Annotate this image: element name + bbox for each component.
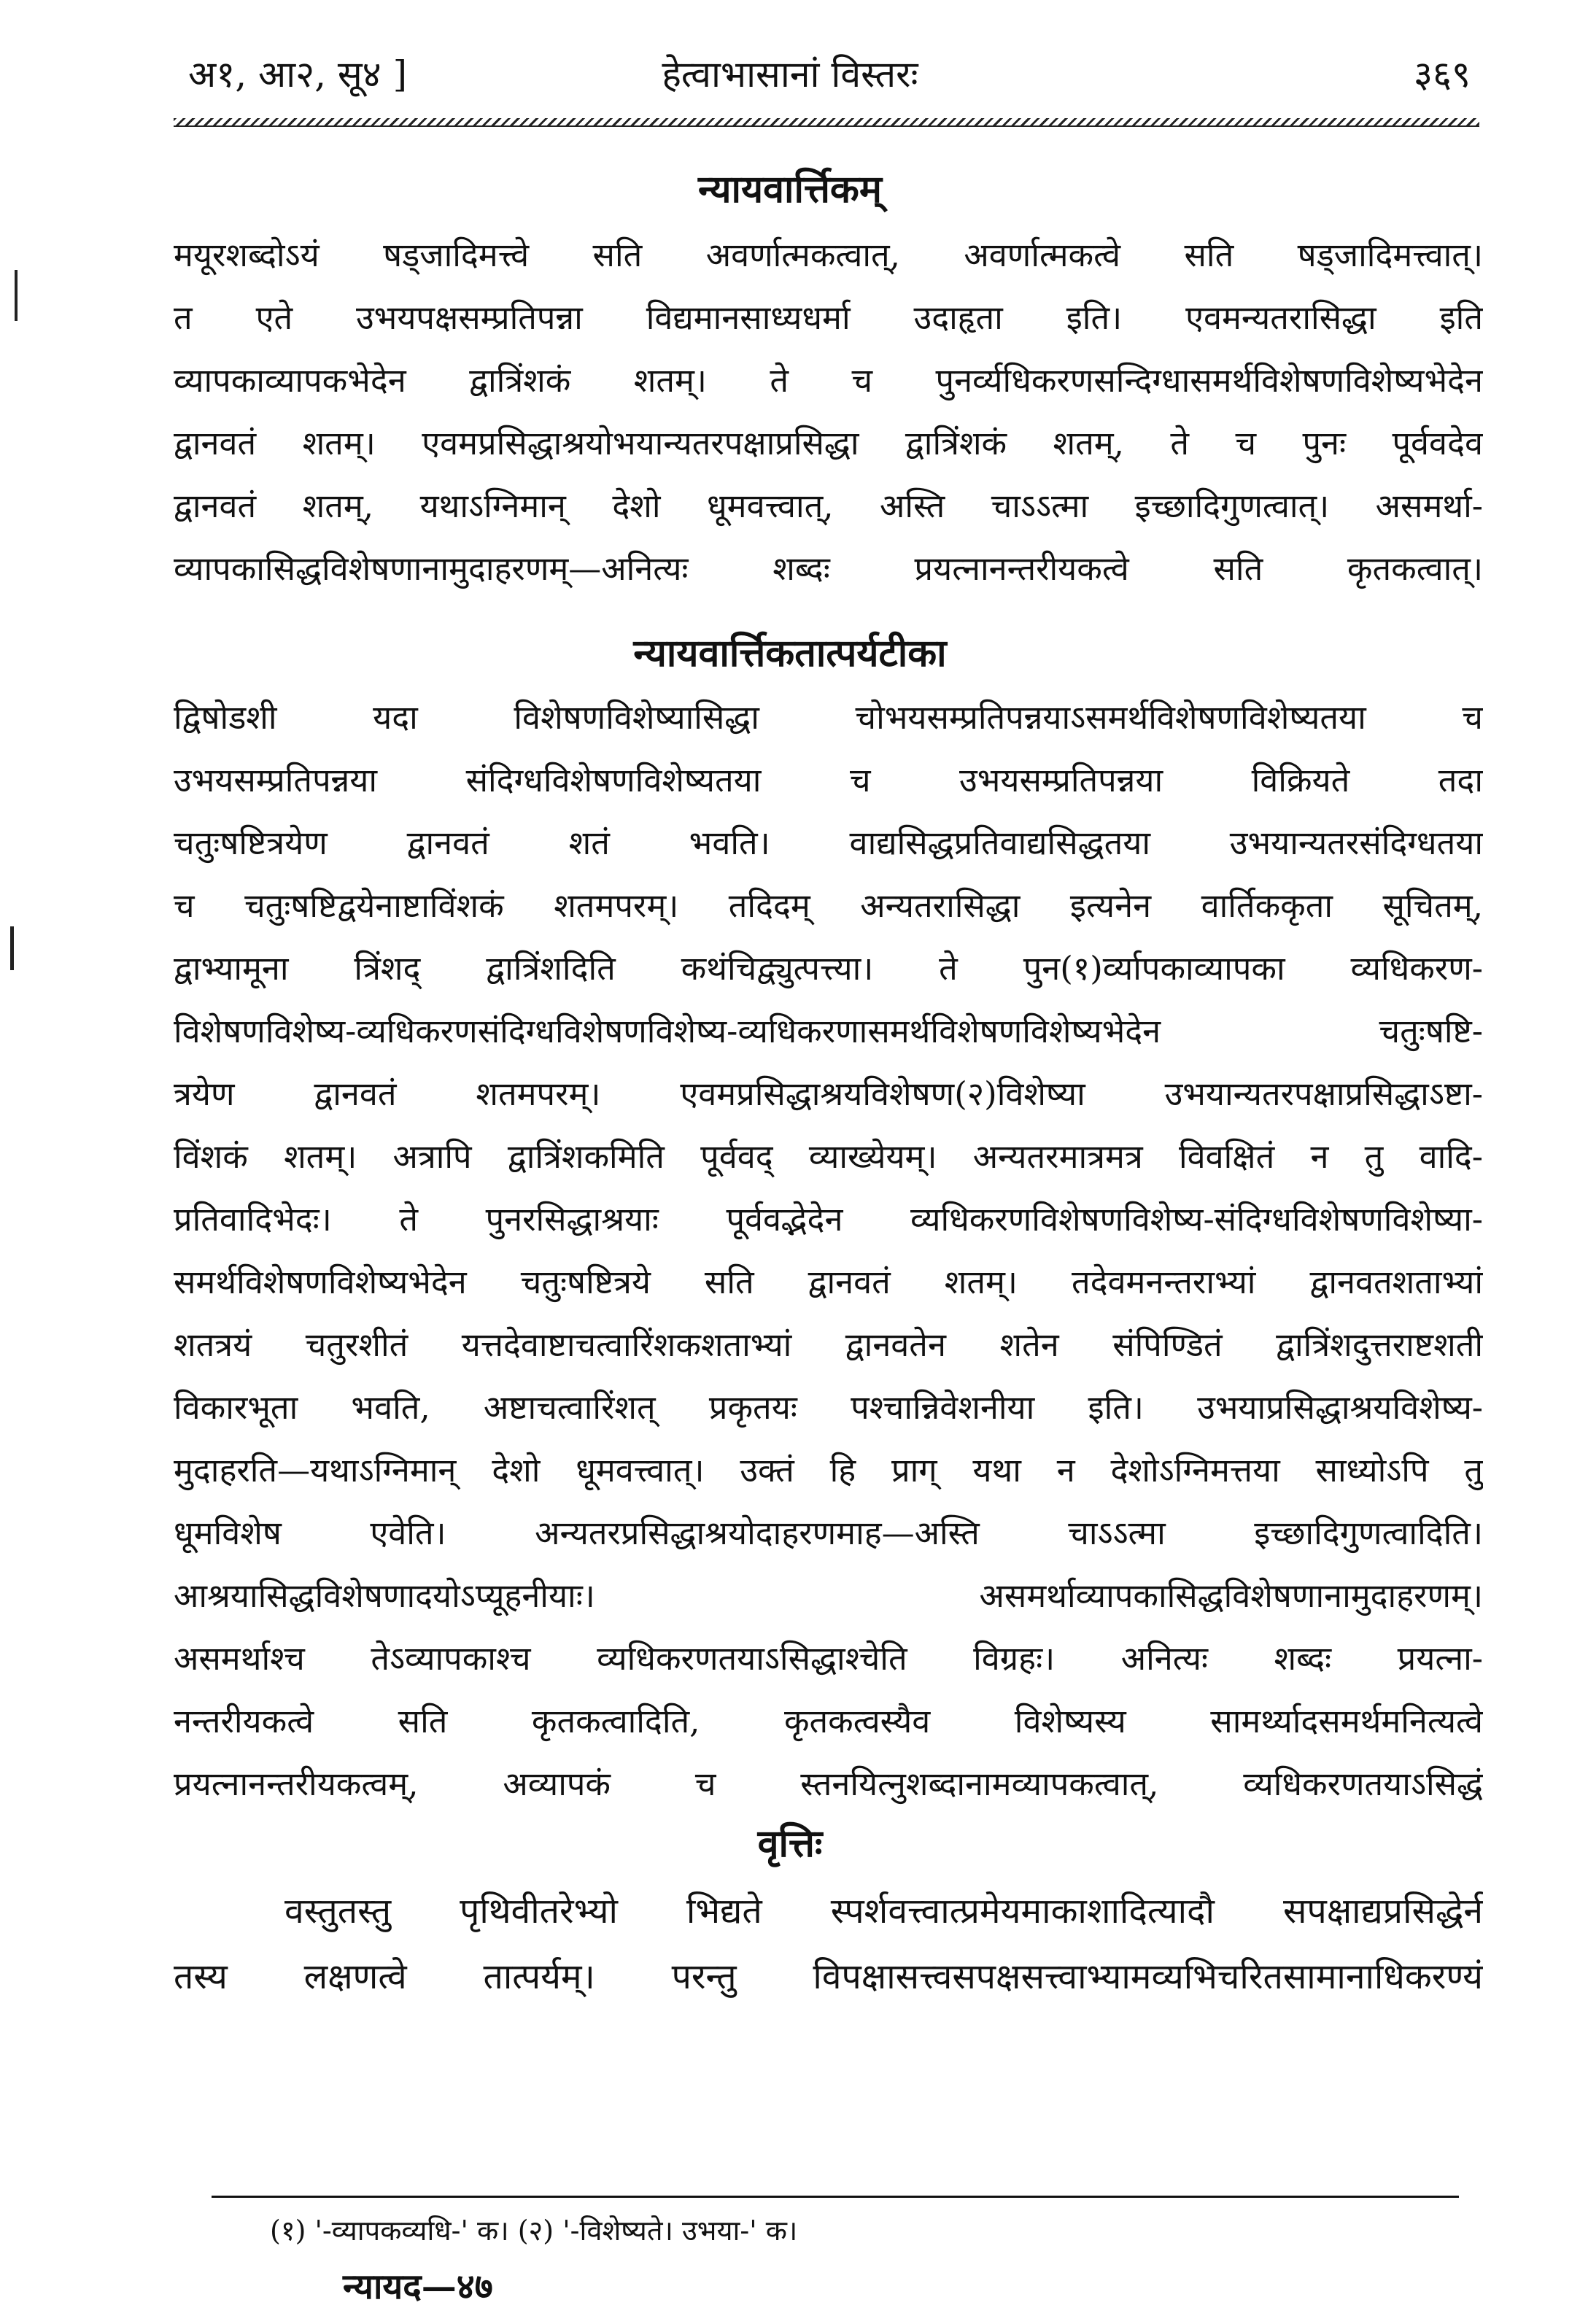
text-line: त्रयेण द्वानवतं शतमपरम्। एवमप्रसिद्धाश्रयविशेषण(२)विशेष्या उभयान्यतरपक्षाप्रसिद्धाऽष्टा- xyxy=(174,1074,1483,1113)
header-wavy-rule xyxy=(174,118,1479,127)
chapter-reference: अ१, आ२, सू४ ] xyxy=(188,53,408,96)
text-line: द्वाभ्यामूना त्रिंशद् द्वात्रिंशदिति कथंचिद्व्युत्पत्त्या। ते पुन(१)र्व्यापकाव्यापका व्यधिकरण- xyxy=(174,949,1483,988)
text-line: द्वानवतं शतम्। एवमप्रसिद्धाश्रयोभयान्यतरपक्षाप्रसिद्धा द्वात्रिंशकं शतम्, ते च पुनः पूर्ववदेव xyxy=(174,424,1483,462)
text-line: प्रयत्नानन्तरीयकत्वम्, अव्यापकं च स्तनयित्नुशब्दानामव्यापकत्वात्, व्यधिकरणतयाऽसिद्धं xyxy=(174,1765,1483,1803)
text-line: द्वानवतं शतम्, यथाऽग्निमान् देशो धूमवत्त्वात्, अस्ति चाऽऽत्मा इच्छादिगुणत्वात्। असमर्था- xyxy=(174,487,1483,525)
footnote-divider xyxy=(212,2196,1459,2198)
text-line: व्यापकासिद्धविशेषणानामुदाहरणम्—अनित्यः शब्दः प्रयत्नानन्तरीयकत्वे सति कृतकत्वात्। xyxy=(174,549,1483,588)
section-title-vartika: न्यायवार्त्तिकम् xyxy=(698,167,882,212)
text-line: विंशकं शतम्। अत्रापि द्वात्रिंशकमिति पूर्ववद् व्याख्येयम्। अन्यतरमात्रमत्र विवक्षितं न तु वादि- xyxy=(174,1137,1483,1176)
margin-mark xyxy=(10,926,14,970)
text-line: विकारभूता भवति, अष्टाचत्वारिंशत् प्रकृतयः पश्चान्निवेशनीया इति। उभयाप्रसिद्धाश्रयविशेष्य- xyxy=(174,1388,1483,1427)
text-line: नन्तरीयकत्वे सति कृतकत्वादिति, कृतकत्वस्यैव विशेष्यस्य सामर्थ्यादसमर्थमनित्यत्वे xyxy=(174,1702,1483,1740)
text-line: द्विषोडशी यदा विशेषणविशेष्यासिद्धा चोभयसम्प्रतिपन्नयाऽसमर्थविशेषणविशेष्यतया च xyxy=(174,698,1483,737)
text-line: वस्तुतस्तु पृथिवीतरेभ्यो भिद्यते स्पर्शवत्त्वात्प्रमेयमाकाशादित्यादौ सपक्षाद्यप्रसिद्धेर्न xyxy=(284,1891,1483,1932)
text-line: आश्रयासिद्धविशेषणादयोऽप्यूहनीयाः। असमर्थाव्यापकासिद्धविशेषणानामुदाहरणम्। xyxy=(174,1576,1483,1615)
text-line: उभयसम्प्रतिपन्नया संदिग्धविशेषणविशेष्यतया च उभयसम्प्रतिपन्नया विक्रियते तदा xyxy=(174,761,1483,799)
text-line: विशेषणविशेष्य-व्यधिकरणसंदिग्धविशेषणविशेष्य-व्यधिकरणासमर्थविशेषणविशेष्यभेदेन चतुःषष्टि- xyxy=(174,1012,1483,1050)
signature-mark: न्यायद—४७ xyxy=(343,2266,493,2307)
margin-mark xyxy=(15,270,18,321)
page-number: ३६९ xyxy=(1414,53,1471,96)
text-line: समर्थविशेषणविशेष्यभेदेन चतुःषष्टित्रये सति द्वानवतं शतम्। तदेवमनन्तराभ्यां द्वानवतशताभ्यां xyxy=(174,1263,1483,1301)
text-line: प्रतिवादिभेदः। ते पुनरसिद्धाश्रयाः पूर्ववद्भेदेन व्यधिकरणविशेषणविशेष्य-संदिग्धविशेषणविशेष्या- xyxy=(174,1200,1483,1239)
running-title: हेत्वाभासानां विस्तरः xyxy=(662,53,918,96)
text-line: शतत्रयं चतुरशीतं यत्तदेवाष्टाचत्वारिंशकशताभ्यां द्वानवतेन शतेन संपिण्डितं द्वात्रिंशदुत्तराष्टशती xyxy=(174,1325,1483,1364)
text-line: तस्य लक्षणत्वे तात्पर्यम्। परन्तु विपक्षासत्त्वसपक्षसत्त्वाभ्यामव्यभिचरितसामानाधिकरण्यं xyxy=(174,1956,1483,1997)
text-line: मयूरशब्दोऽयं षड्जादिमत्त्वे सति अवर्णात्मकत्वात्, अवर्णात्मकत्वे सति षड्जादिमत्त्वात्। xyxy=(174,236,1483,274)
text-line: असमर्थाश्च तेऽव्यापकाश्च व्यधिकरणतयाऽसिद्धाश्चेति विग्रहः। अनित्यः शब्दः प्रयत्ना- xyxy=(174,1639,1483,1678)
text-line: व्यापकाव्यापकभेदेन द्वात्रिंशकं शतम्। ते च पुनर्व्यधिकरणसन्दिग्धासमर्थविशेषणविशेष्यभेदेन xyxy=(174,361,1483,400)
section-title-vritti: वृत्तिः xyxy=(757,1821,823,1866)
text-line: मुदाहरति—यथाऽग्निमान् देशो धूमवत्त्वात्। उक्तं हि प्राग् यथा न देशोऽग्निमत्तया साध्योऽपि तु xyxy=(174,1451,1483,1490)
text-line: त एते उभयपक्षसम्प्रतिपन्ना विद्यमानसाध्यधर्मा उदाहृता इति। एवमन्यतरासिद्धा इति xyxy=(174,298,1483,337)
text-line: च चतुःषष्टिद्वयेनाष्टाविंशकं शतमपरम्। तदिदम् अन्यतरासिद्धा इत्यनेन वार्तिककृता सूचितम्, xyxy=(174,886,1483,925)
footnotes: (१) '-व्यापकव्यधि-' क। (२) '-विशेष्यते। उभया-' क। xyxy=(270,2215,798,2247)
text-line: धूमविशेष एवेति। अन्यतरप्रसिद्धाश्रयोदाहरणमाह—अस्ति चाऽऽत्मा इच्छादिगुणत्वादिति। xyxy=(174,1514,1483,1552)
section-title-tika: न्यायवार्त्तिकतात्पर्यटीका xyxy=(633,631,947,675)
text-line: चतुःषष्टित्रयेण द्वानवतं शतं भवति। वाद्यसिद्धप्रतिवाद्यसिद्धतया उभयान्यतरसंदिग्धतया xyxy=(174,824,1483,862)
